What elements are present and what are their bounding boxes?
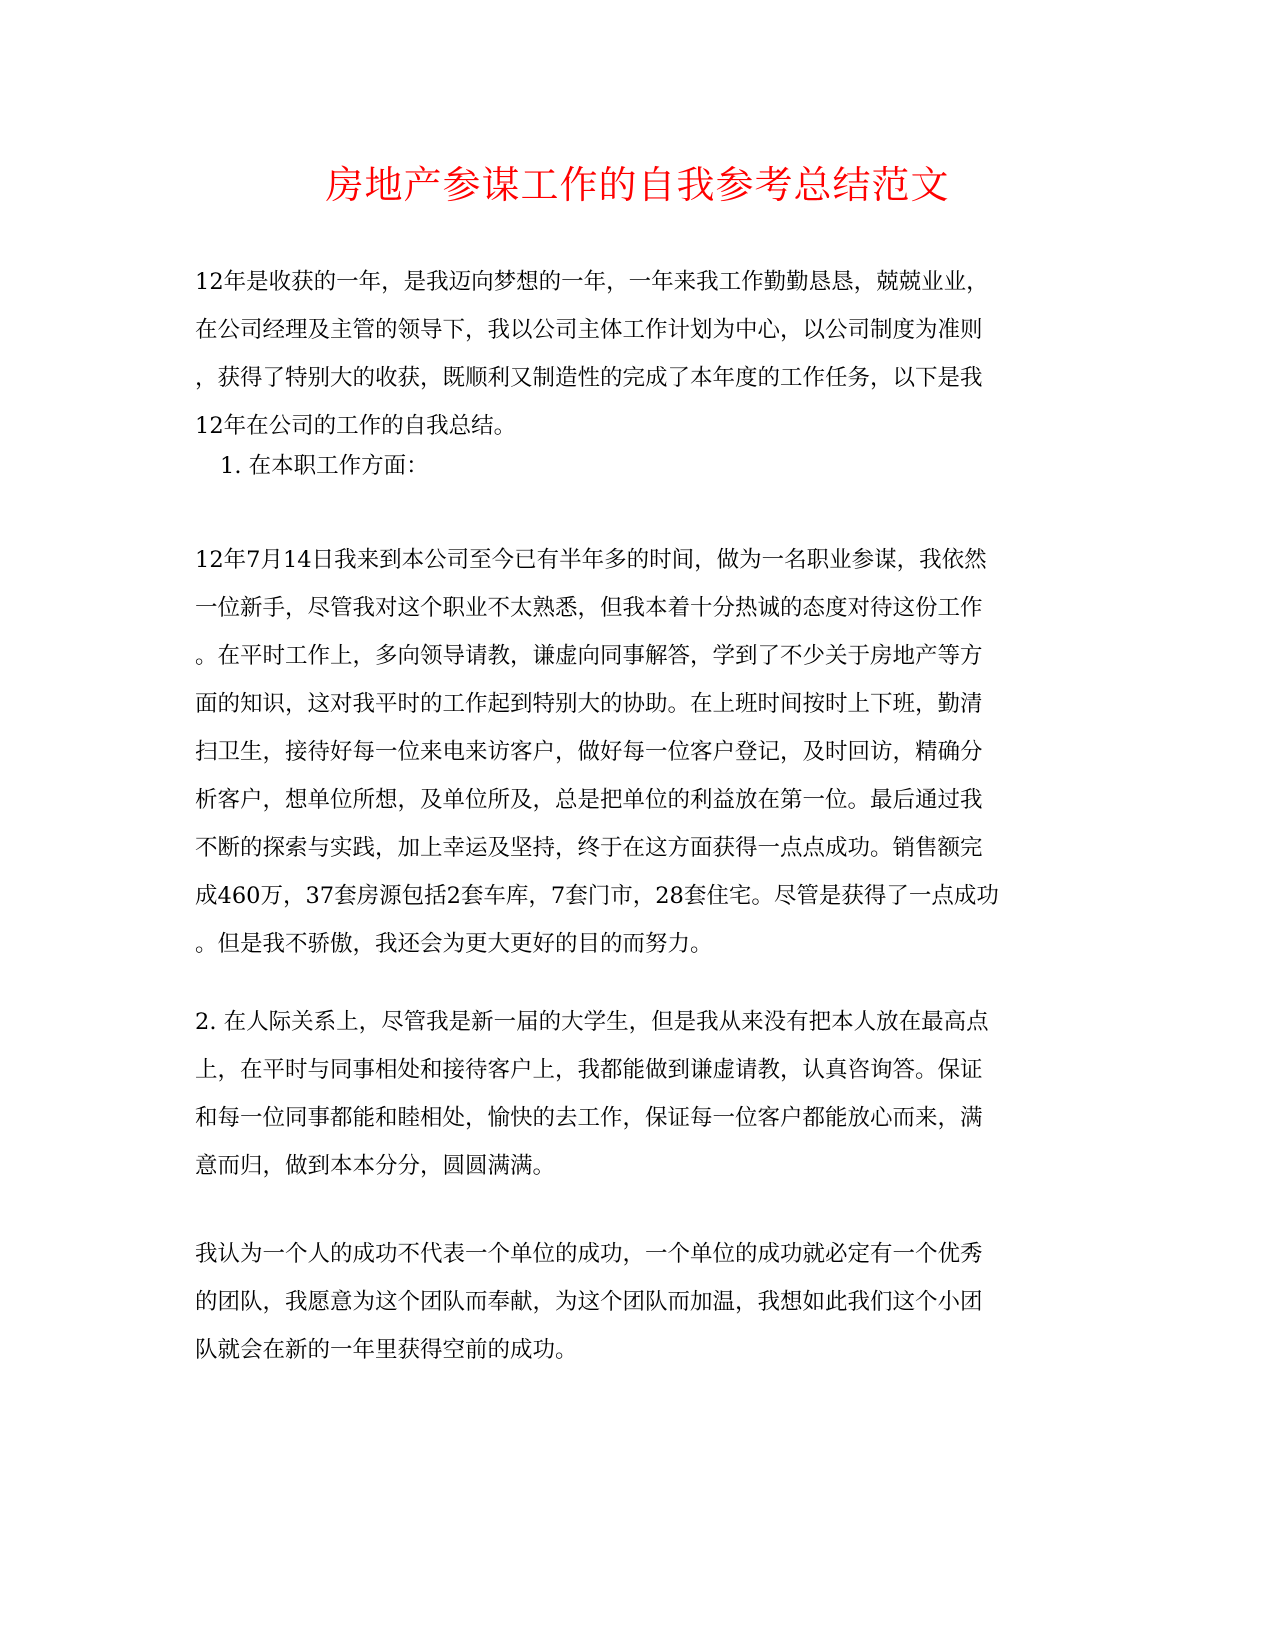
- section2-line: 上，在平时与同事相处和接待客户上，我都能做到谦虚请教，认真咨询答。保证: [195, 1057, 983, 1083]
- intro-paragraph: [195, 258, 1075, 450]
- section1-line: 成460万，37套房源包括2套车库，7套门市，28套住宅。尽管是获得了一点成功: [195, 883, 999, 909]
- closing-paragraph: [195, 1230, 1075, 1374]
- section1-line: 析客户，想单位所想，及单位所及，总是把单位的利益放在第一位。最后通过我: [195, 787, 983, 813]
- intro-line: 在公司经理及主管的领导下，我以公司主体工作计划为中心，以公司制度为准则: [195, 317, 983, 343]
- section1-line: 12年7月14日我来到本公司至今已有半年多的时间，做为一名职业参谋，我依然: [195, 547, 987, 573]
- closing-line: 的团队，我愿意为这个团队而奉献，为这个团队而加温，我想如此我们这个小团: [195, 1289, 983, 1315]
- closing-line: 队就会在新的一年里获得空前的成功。: [195, 1337, 578, 1363]
- section1-line: 扫卫生，接待好每一位来电来访客户，做好每一位客户登记，及时回访，精确分: [195, 739, 983, 765]
- section1-line: 面的知识，这对我平时的工作起到特别大的协助。在上班时间按时上下班，勤清: [195, 691, 983, 717]
- section2-paragraph: [195, 998, 1075, 1190]
- section2-line: 意而归，做到本本分分，圆圆满满。: [195, 1153, 556, 1179]
- section1-heading: 1. 在本职工作方面：: [220, 453, 429, 479]
- section1-line: 一位新手，尽管我对这个职业不太熟悉，但我本着十分热诚的态度对待这份工作: [195, 595, 983, 621]
- intro-line: 12年在公司的工作的自我总结。: [195, 413, 517, 439]
- section1-line: 不断的探索与实践，加上幸运及坚持，终于在这方面获得一点点成功。销售额完: [195, 835, 983, 861]
- intro-line: ，获得了特别大的收获，既顺利又制造性的完成了本年度的工作任务，以下是我: [195, 365, 983, 391]
- closing-line: 我认为一个人的成功不代表一个单位的成功，一个单位的成功就必定有一个优秀: [195, 1241, 983, 1267]
- section1-heading-block: [195, 442, 1075, 490]
- section2-line: 2. 在人际关系上，尽管我是新一届的大学生，但是我从来没有把本人放在最高点: [195, 1009, 989, 1035]
- section2-line: 和每一位同事都能和睦相处，愉快的去工作，保证每一位客户都能放心而来，满: [195, 1105, 983, 1131]
- document-title: 房地产参谋工作的自我参考总结范文: [325, 163, 950, 207]
- intro-line: 12年是收获的一年，是我迈向梦想的一年，一年来我工作勤勤恳恳，兢兢业业，: [195, 269, 989, 295]
- section1-line: 。在平时工作上，多向领导请教，谦虚向同事解答，学到了不少关于房地产等方: [195, 643, 983, 669]
- section1-paragraph: [195, 536, 1075, 968]
- section1-line: 。但是我不骄傲，我还会为更大更好的目的而努力。: [195, 931, 713, 957]
